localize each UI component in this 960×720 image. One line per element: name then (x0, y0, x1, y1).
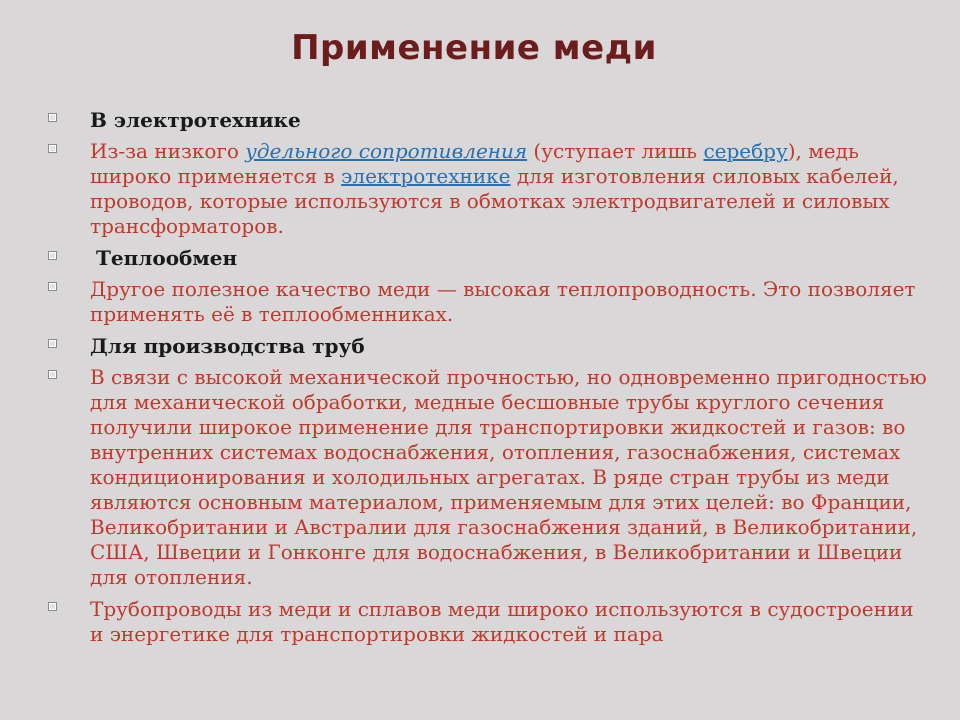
bullet-list (48, 108, 928, 654)
link-resistivity[interactable]: удельного сопротивления (245, 139, 528, 163)
bullet-square-icon (48, 113, 57, 122)
bullet-square-icon (48, 251, 57, 260)
text-fragment: Из-за низкого (90, 139, 246, 163)
slide-title: Применение меди (291, 28, 657, 68)
list-item-heading-heat-exchange (48, 246, 928, 271)
list-item-text: В электротехнике (90, 108, 301, 132)
list-item-pipes-text (48, 365, 928, 590)
list-item-text: Теплообмен (96, 246, 238, 270)
bullet-square-icon (48, 370, 57, 379)
list-item-electrical-text (48, 139, 928, 239)
link-electrical-engineering[interactable]: электротехнике (341, 164, 511, 188)
list-item-text: В связи с высокой механической прочностью, но одновременно пригодностью для механической обработки, медные бесшовные трубы круглого сечения получили широкое применение для транспортировки жидкостей и газов: во внутренних системах водоснабжения, отопления, газоснабжения, системах кондиционирования и холодильных агрегатах. В ряде стран трубы из меди являются основным материалом, применяемым для этих целей: во Франции, Великобритании и Австралии для газоснабжения зданий, в Великобритании, США, Швеции и Гонконге для водоснабжения, в Великобритании и Швеции для отопления. (90, 365, 927, 589)
list-item-heat-exchange-text (48, 277, 928, 327)
bullet-square-icon (48, 144, 57, 153)
list-item-text: Трубопроводы из меди и сплавов меди широко используются в судостроении и энергетике для транспортировки жидкостей и пара (90, 597, 914, 646)
text-fragment: для изготовления силовых кабелей, проводов, которые используются в обмотках электродвигателей и силовых трансформаторов. (90, 164, 899, 238)
list-item-pipelines-text (48, 597, 928, 647)
bullet-square-icon (48, 339, 57, 348)
text-fragment: (уступает лишь (527, 139, 704, 163)
list-item-text: Другое полезное качество меди — высокая теплопроводность. Это позволяет применять её в теплообменниках. (90, 277, 916, 326)
list-item-heading-pipes (48, 334, 928, 359)
text-fragment: ), медь широко применяется в (90, 139, 859, 188)
list-item-heading-electrical (48, 108, 928, 133)
bullet-square-icon (48, 602, 57, 611)
link-silver[interactable]: серебру (703, 139, 788, 163)
list-item-text: Для производства труб (90, 334, 365, 358)
bullet-square-icon (48, 282, 57, 291)
